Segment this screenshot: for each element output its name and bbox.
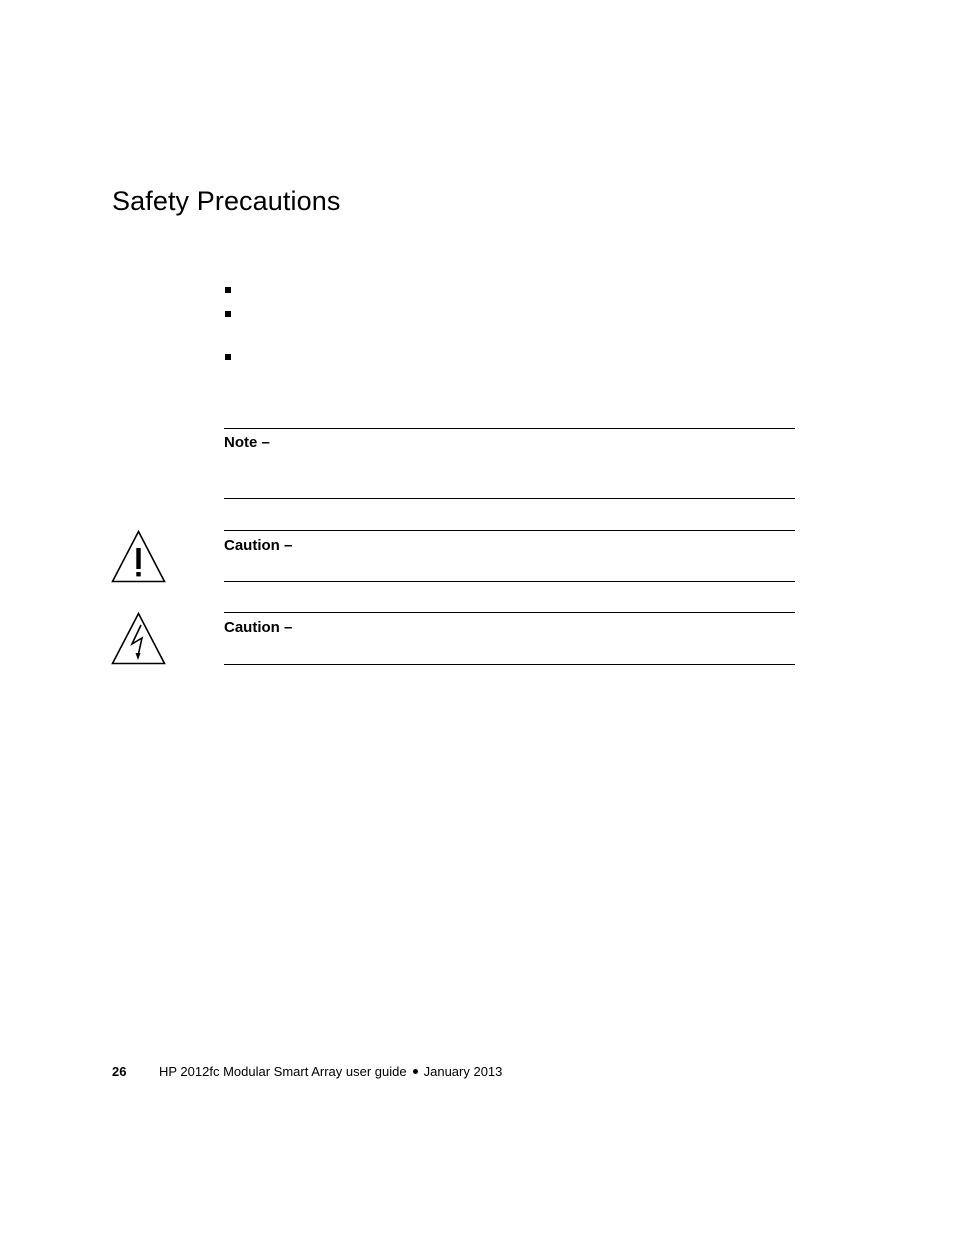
list-bullet [225, 311, 231, 317]
caution-1-top-rule [224, 530, 795, 531]
bullet-separator-icon [413, 1069, 418, 1074]
note-bottom-rule [224, 498, 795, 499]
caution-2-bottom-rule [224, 664, 795, 665]
note-label: Note – [224, 434, 270, 451]
caution-1-bottom-rule [224, 581, 795, 582]
footer-doc-info [159, 1064, 502, 1079]
caution-1-label: Caution – [224, 537, 293, 554]
note-top-rule [224, 428, 795, 429]
list-bullet [225, 287, 231, 293]
caution-2-label: Caution – [224, 619, 293, 636]
electrical-hazard-icon [111, 612, 166, 665]
caution-2-top-rule [224, 612, 795, 613]
footer-doc-title: HP 2012fc Modular Smart Array user guide [159, 1064, 407, 1079]
footer-page-number: 26 [112, 1064, 127, 1079]
page-title: Safety Precautions [112, 186, 341, 216]
footer-date: January 2013 [423, 1064, 503, 1079]
exclamation-warning-icon [111, 530, 166, 583]
list-bullet [225, 354, 231, 360]
